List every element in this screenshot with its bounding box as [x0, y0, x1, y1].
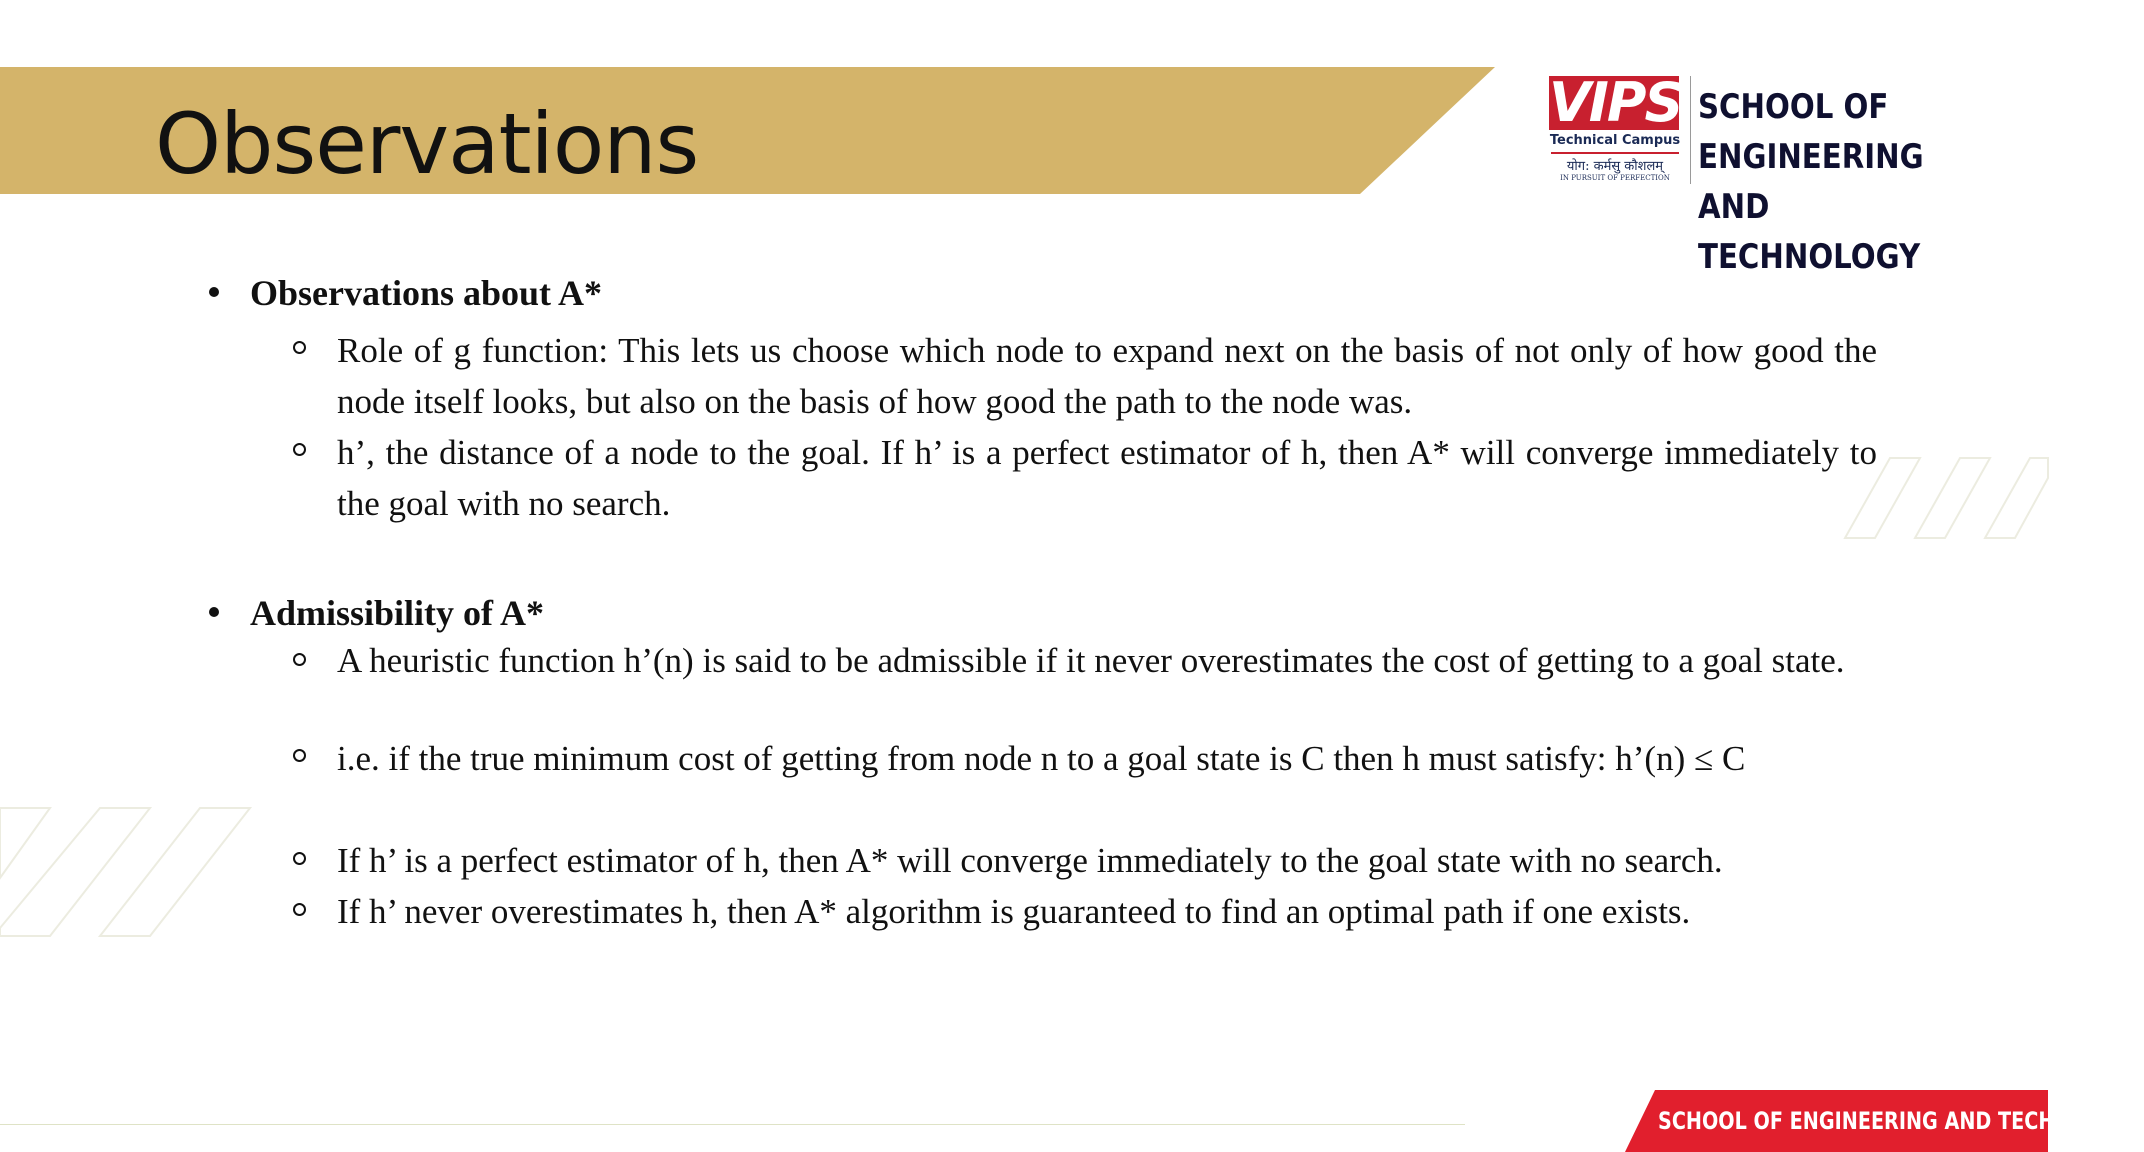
sub-bullet-icon	[293, 749, 306, 762]
bullet-icon	[209, 607, 219, 617]
logo-rule	[1551, 152, 1679, 154]
logo-divider	[1690, 76, 1691, 184]
list-item: Role of g function: This lets us choose which node to expand next on the basis of not only of how good the node itself looks, but also on the basis of how good the path to the node was.	[337, 331, 1877, 421]
logo-campus-label: Technical Campus	[1549, 133, 1681, 148]
logo-school-line2: AND TECHNOLOGY	[1698, 187, 1921, 277]
footer-label: SCHOOL OF ENGINEERING AND TECHNOLOGY	[1658, 1107, 2144, 1135]
logo-tagline: योग: कर्मसु कौशलम्	[1566, 159, 1664, 174]
list-item: If h’ never overestimates h, then A* algorithm is guaranteed to find an optimal path if one exists.	[337, 892, 1691, 931]
section-heading: Admissibility of A*	[250, 593, 545, 633]
vips-logo-mark: VIPS	[1549, 71, 1682, 134]
list-item: h’, the distance of a node to the goal. If h’ is a perfect estimator of h, then A* will converge immediately to the goal with no search.	[337, 433, 1877, 523]
list-item: i.e. if the true minimum cost of getting from node n to a goal state is C then h must satisfy: h’(n) ≤ C	[337, 739, 1746, 778]
sub-bullet-icon	[293, 443, 306, 456]
footer-rule	[0, 1124, 1465, 1125]
list-item: If h’ is a perfect estimator of h, then A* will converge immediately to the goal state with no search.	[337, 841, 1723, 880]
logo-school-line1: SCHOOL OF ENGINEERING	[1698, 87, 1924, 177]
section-heading: Observations about A*	[250, 273, 603, 313]
slide-title: Observations	[155, 95, 699, 193]
decorative-stripes-left	[0, 808, 280, 936]
sub-bullet-icon	[293, 653, 306, 666]
list-item: A heuristic function h’(n) is said to be admissible if it never overestimates the cost of getting to a goal state.	[337, 641, 1845, 680]
institution-logo	[1545, 71, 2045, 277]
sub-bullet-icon	[293, 903, 306, 916]
bullet-icon	[209, 287, 219, 297]
logo-school-name	[1698, 82, 1999, 282]
sub-bullet-icon	[293, 852, 306, 865]
sub-bullet-icon	[293, 341, 306, 354]
logo-motto: IN PURSUIT OF PERFECTION	[1560, 174, 1670, 182]
